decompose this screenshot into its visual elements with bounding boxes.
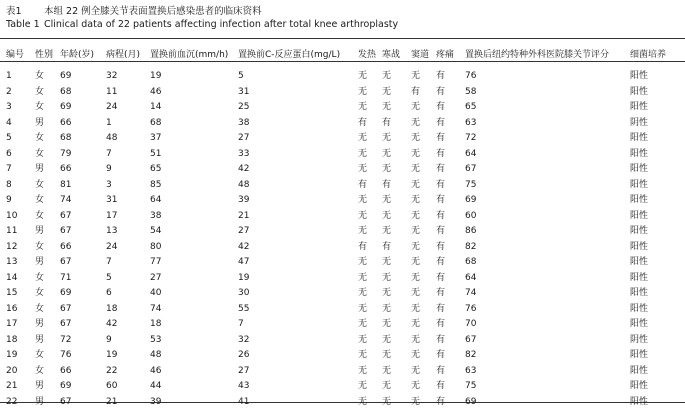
cell-chills: 有 (382, 117, 392, 128)
cell-sex: 男 (35, 117, 45, 128)
cell-fever: 无 (358, 195, 368, 205)
cell-sinus: 无 (411, 350, 421, 360)
cell-sex: 女 (35, 71, 45, 81)
cell-fever: 有 (358, 179, 368, 190)
cell-id: 1 (6, 71, 12, 81)
cell-pain: 有 (436, 334, 446, 345)
cell-sex: 女 (35, 179, 45, 190)
cell-duration: 17 (106, 210, 118, 221)
cell-sex: 男 (35, 164, 45, 174)
cell-age: 67 (60, 303, 72, 314)
cell-fever: 无 (358, 303, 368, 314)
cell-id: 8 (6, 179, 12, 190)
cell-esr: 40 (150, 288, 162, 298)
cell-culture: 阳性 (630, 86, 649, 97)
header-age: 年龄(岁) (60, 50, 95, 60)
cell-crp: 41 (238, 396, 250, 407)
cell-crp: 32 (238, 334, 250, 345)
cell-age: 67 (60, 257, 72, 267)
cell-chills: 无 (382, 86, 392, 97)
cell-sinus: 无 (411, 210, 421, 221)
cell-sinus: 无 (411, 226, 421, 236)
cell-sex: 女 (35, 288, 45, 298)
cell-duration: 24 (106, 241, 118, 252)
cell-duration: 48 (106, 133, 118, 143)
cell-id: 13 (6, 257, 18, 267)
header-hss-score: 置换后纽约特种外科医院膝关节评分 (465, 50, 610, 60)
cell-chills: 无 (382, 319, 392, 329)
cell-age: 66 (60, 117, 72, 128)
cell-duration: 18 (106, 303, 118, 314)
cell-pain: 有 (436, 226, 446, 236)
cell-sinus: 无 (411, 303, 421, 314)
cell-duration: 11 (106, 86, 118, 97)
cell-pain: 有 (436, 365, 446, 376)
cell-pain: 有 (436, 288, 446, 298)
header-culture: 细菌培养 (630, 50, 667, 60)
cell-pain: 有 (436, 272, 446, 283)
cell-sex: 女 (35, 86, 45, 97)
cell-id: 2 (6, 86, 12, 97)
cell-chills: 无 (382, 164, 392, 174)
cell-sinus: 无 (411, 148, 421, 159)
cell-crp: 26 (238, 350, 250, 360)
cell-hss-score: 82 (465, 350, 477, 360)
cell-id: 15 (6, 288, 18, 298)
cell-chills: 无 (382, 272, 392, 283)
cell-culture: 阳性 (630, 272, 649, 283)
cell-fever: 无 (358, 334, 368, 345)
cell-culture: 阳性 (630, 319, 649, 329)
cell-duration: 3 (106, 179, 112, 190)
cell-pain: 有 (436, 164, 446, 174)
cell-duration: 5 (106, 272, 112, 283)
cell-sinus: 无 (411, 257, 421, 267)
cell-fever: 无 (358, 133, 368, 143)
cell-sex: 女 (35, 133, 45, 143)
cell-sinus: 无 (411, 195, 421, 205)
cell-fever: 无 (358, 71, 368, 81)
cell-id: 11 (6, 226, 18, 236)
cell-culture: 阴性 (630, 117, 649, 128)
cell-id: 21 (6, 381, 18, 391)
cell-fever: 无 (358, 226, 368, 236)
header-crp: 置换前C-反应蛋白(mg/L) (238, 50, 341, 60)
cell-hss-score: 63 (465, 365, 477, 376)
cell-esr: 74 (150, 303, 162, 314)
cell-crp: 27 (238, 133, 250, 143)
header-duration: 病程(月) (106, 50, 141, 60)
cell-hss-score: 75 (465, 381, 477, 391)
cell-chills: 无 (382, 365, 392, 376)
cell-crp: 30 (238, 288, 250, 298)
cell-culture: 阳性 (630, 381, 649, 391)
cell-age: 67 (60, 396, 72, 407)
cell-age: 69 (60, 381, 72, 391)
cell-hss-score: 60 (465, 210, 477, 221)
cell-crp: 47 (238, 257, 250, 267)
cell-sex: 女 (35, 350, 45, 360)
cell-sinus: 无 (411, 164, 421, 174)
cell-id: 7 (6, 164, 12, 174)
cell-pain: 有 (436, 257, 446, 267)
cell-pain: 有 (436, 210, 446, 221)
cell-sex: 女 (35, 272, 45, 283)
cell-culture: 阳性 (630, 241, 649, 252)
cell-esr: 65 (150, 164, 162, 174)
cell-sex: 男 (35, 257, 45, 267)
cell-age: 76 (60, 350, 72, 360)
cell-sex: 男 (35, 381, 45, 391)
cell-crp: 42 (238, 241, 250, 252)
cell-esr: 80 (150, 241, 162, 252)
cell-fever: 有 (358, 241, 368, 252)
cell-pain: 有 (436, 195, 446, 205)
cell-fever: 无 (358, 257, 368, 267)
cell-hss-score: 75 (465, 179, 477, 190)
cell-sinus: 无 (411, 71, 421, 81)
cell-sex: 男 (35, 396, 45, 407)
cell-pain: 有 (436, 303, 446, 314)
cell-culture: 阴性 (630, 334, 649, 345)
cell-hss-score: 70 (465, 319, 477, 329)
cell-chills: 无 (382, 350, 392, 360)
cell-id: 3 (6, 102, 12, 112)
cell-esr: 46 (150, 365, 162, 376)
cell-duration: 19 (106, 350, 118, 360)
cell-hss-score: 58 (465, 86, 477, 97)
cell-duration: 60 (106, 381, 118, 391)
cell-pain: 有 (436, 179, 446, 190)
cell-fever: 无 (358, 381, 368, 391)
cell-fever: 无 (358, 164, 368, 174)
cell-duration: 24 (106, 102, 118, 112)
cell-duration: 32 (106, 71, 118, 81)
cell-sex: 女 (35, 241, 45, 252)
cell-chills: 无 (382, 396, 392, 407)
cell-chills: 无 (382, 257, 392, 267)
cell-sinus: 无 (411, 396, 421, 407)
cell-crp: 55 (238, 303, 250, 314)
cell-pain: 有 (436, 396, 446, 407)
cell-age: 72 (60, 334, 72, 345)
cell-sinus: 无 (411, 133, 421, 143)
cell-duration: 21 (106, 396, 118, 407)
table-title-zh: 本组 22 例全膝关节表面置换后感染患者的临床资料 (44, 6, 262, 17)
cell-crp: 42 (238, 164, 250, 174)
cell-esr: 53 (150, 334, 162, 345)
cell-sex: 女 (35, 148, 45, 159)
cell-duration: 9 (106, 334, 112, 345)
cell-id: 4 (6, 117, 12, 128)
cell-duration: 13 (106, 226, 118, 236)
cell-duration: 31 (106, 195, 118, 205)
cell-crp: 21 (238, 210, 250, 221)
cell-fever: 有 (358, 117, 368, 128)
cell-id: 12 (6, 241, 18, 252)
cell-culture: 阳性 (630, 102, 649, 112)
cell-culture: 阳性 (630, 350, 649, 360)
cell-esr: 39 (150, 396, 162, 407)
cell-sex: 女 (35, 210, 45, 221)
cell-chills: 无 (382, 334, 392, 345)
cell-hss-score: 63 (465, 117, 477, 128)
cell-pain: 有 (436, 350, 446, 360)
cell-hss-score: 64 (465, 148, 477, 159)
cell-sinus: 无 (411, 179, 421, 190)
cell-esr: 44 (150, 381, 162, 391)
cell-fever: 无 (358, 272, 368, 283)
cell-sinus: 无 (411, 381, 421, 391)
cell-age: 79 (60, 148, 72, 159)
cell-age: 68 (60, 86, 72, 97)
cell-esr: 38 (150, 210, 162, 221)
cell-sinus: 无 (411, 117, 421, 128)
cell-hss-score: 64 (465, 272, 477, 283)
cell-sinus: 无 (411, 288, 421, 298)
cell-chills: 无 (382, 303, 392, 314)
cell-sex: 女 (35, 195, 45, 205)
cell-age: 68 (60, 133, 72, 143)
cell-age: 66 (60, 365, 72, 376)
cell-id: 9 (6, 195, 12, 205)
cell-esr: 54 (150, 226, 162, 236)
table-label-zh: 表1 (6, 6, 22, 17)
cell-age: 71 (60, 272, 72, 283)
cell-hss-score: 69 (465, 195, 477, 205)
cell-crp: 25 (238, 102, 250, 112)
cell-sex: 女 (35, 102, 45, 112)
cell-crp: 39 (238, 195, 250, 205)
cell-esr: 48 (150, 350, 162, 360)
cell-pain: 有 (436, 148, 446, 159)
cell-pain: 有 (436, 319, 446, 329)
cell-fever: 无 (358, 148, 368, 159)
cell-duration: 42 (106, 319, 118, 329)
cell-crp: 27 (238, 226, 250, 236)
cell-id: 17 (6, 319, 18, 329)
cell-esr: 18 (150, 319, 162, 329)
cell-fever: 无 (358, 102, 368, 112)
cell-chills: 有 (382, 241, 392, 252)
cell-id: 6 (6, 148, 12, 159)
cell-pain: 有 (436, 133, 446, 143)
cell-chills: 无 (382, 288, 392, 298)
cell-age: 74 (60, 195, 72, 205)
cell-duration: 7 (106, 257, 112, 267)
cell-age: 69 (60, 102, 72, 112)
cell-id: 10 (6, 210, 18, 221)
cell-fever: 无 (358, 210, 368, 221)
cell-esr: 27 (150, 272, 162, 283)
cell-culture: 阳性 (630, 257, 649, 267)
cell-age: 69 (60, 288, 72, 298)
cell-chills: 无 (382, 226, 392, 236)
cell-esr: 85 (150, 179, 162, 190)
cell-esr: 51 (150, 148, 162, 159)
cell-chills: 无 (382, 133, 392, 143)
table-label-en: Table 1 (6, 19, 40, 30)
cell-id: 18 (6, 334, 18, 345)
cell-hss-score: 72 (465, 133, 477, 143)
cell-age: 69 (60, 71, 72, 81)
cell-hss-score: 76 (465, 71, 477, 81)
cell-age: 67 (60, 319, 72, 329)
cell-hss-score: 74 (465, 288, 477, 298)
cell-sinus: 无 (411, 241, 421, 252)
cell-culture: 阳性 (630, 148, 649, 159)
cell-hss-score: 67 (465, 164, 477, 174)
cell-fever: 无 (358, 86, 368, 97)
cell-esr: 64 (150, 195, 162, 205)
cell-fever: 无 (358, 288, 368, 298)
cell-sinus: 无 (411, 102, 421, 112)
cell-culture: 阳性 (630, 164, 649, 174)
cell-age: 81 (60, 179, 72, 190)
cell-id: 14 (6, 272, 18, 283)
cell-fever: 无 (358, 350, 368, 360)
cell-crp: 38 (238, 117, 250, 128)
header-sinus: 窦道 (411, 50, 430, 60)
cell-sex: 男 (35, 226, 45, 236)
cell-id: 19 (6, 350, 18, 360)
cell-culture: 阳性 (630, 396, 649, 407)
cell-culture: 阳性 (630, 71, 649, 81)
cell-pain: 有 (436, 381, 446, 391)
cell-crp: 27 (238, 365, 250, 376)
cell-hss-score: 86 (465, 226, 477, 236)
cell-pain: 有 (436, 117, 446, 128)
cell-chills: 无 (382, 102, 392, 112)
cell-chills: 无 (382, 381, 392, 391)
header-sex: 性别 (35, 50, 54, 60)
cell-esr: 37 (150, 133, 162, 143)
cell-culture: 阳性 (630, 179, 649, 190)
header-id: 编号 (6, 50, 25, 60)
cell-sinus: 无 (411, 365, 421, 376)
cell-chills: 无 (382, 148, 392, 159)
cell-culture: 阳性 (630, 288, 649, 298)
cell-crp: 7 (238, 319, 244, 329)
cell-chills: 无 (382, 210, 392, 221)
cell-esr: 68 (150, 117, 162, 128)
cell-age: 66 (60, 164, 72, 174)
cell-sinus: 无 (411, 334, 421, 345)
cell-sex: 女 (35, 365, 45, 376)
cell-esr: 14 (150, 102, 162, 112)
cell-culture: 阳性 (630, 303, 649, 314)
cell-crp: 43 (238, 381, 250, 391)
cell-hss-score: 69 (465, 396, 477, 407)
cell-chills: 无 (382, 195, 392, 205)
cell-culture: 阳性 (630, 210, 649, 221)
cell-crp: 48 (238, 179, 250, 190)
cell-esr: 77 (150, 257, 162, 267)
cell-hss-score: 82 (465, 241, 477, 252)
cell-sinus: 无 (411, 319, 421, 329)
cell-duration: 6 (106, 288, 112, 298)
cell-pain: 有 (436, 71, 446, 81)
cell-id: 20 (6, 365, 18, 376)
header-fever: 发热 (358, 50, 377, 60)
cell-sinus: 有 (411, 86, 421, 97)
cell-fever: 无 (358, 319, 368, 329)
cell-culture: 阳性 (630, 365, 649, 376)
header-esr: 置换前血沉(mm/h) (150, 50, 229, 60)
cell-pain: 有 (436, 86, 446, 97)
cell-chills: 有 (382, 179, 392, 190)
cell-esr: 19 (150, 71, 162, 81)
cell-age: 67 (60, 226, 72, 236)
header-pain: 疼痛 (436, 50, 455, 60)
cell-crp: 31 (238, 86, 250, 97)
cell-duration: 7 (106, 148, 112, 159)
cell-hss-score: 65 (465, 102, 477, 112)
cell-duration: 22 (106, 365, 118, 376)
cell-id: 16 (6, 303, 18, 314)
cell-culture: 阳性 (630, 195, 649, 205)
cell-culture: 阳性 (630, 226, 649, 236)
cell-chills: 无 (382, 71, 392, 81)
cell-esr: 46 (150, 86, 162, 97)
cell-sex: 男 (35, 319, 45, 329)
cell-fever: 无 (358, 396, 368, 407)
header-chills: 寒战 (382, 50, 401, 60)
cell-pain: 有 (436, 102, 446, 112)
cell-hss-score: 76 (465, 303, 477, 314)
cell-crp: 5 (238, 71, 244, 81)
cell-sinus: 无 (411, 272, 421, 283)
cell-hss-score: 67 (465, 334, 477, 345)
cell-duration: 9 (106, 164, 112, 174)
cell-age: 67 (60, 210, 72, 221)
cell-pain: 有 (436, 241, 446, 252)
cell-sex: 女 (35, 303, 45, 314)
table-title-en: Clinical data of 22 patients affecting infection after total knee arthroplasty (44, 19, 399, 30)
cell-id: 5 (6, 133, 12, 143)
cell-id: 22 (6, 396, 18, 407)
cell-age: 66 (60, 241, 72, 252)
cell-hss-score: 68 (465, 257, 477, 267)
cell-fever: 无 (358, 365, 368, 376)
cell-duration: 1 (106, 117, 112, 128)
cell-culture: 阳性 (630, 133, 649, 143)
cell-sex: 男 (35, 334, 45, 345)
cell-crp: 33 (238, 148, 250, 159)
cell-crp: 19 (238, 272, 250, 283)
